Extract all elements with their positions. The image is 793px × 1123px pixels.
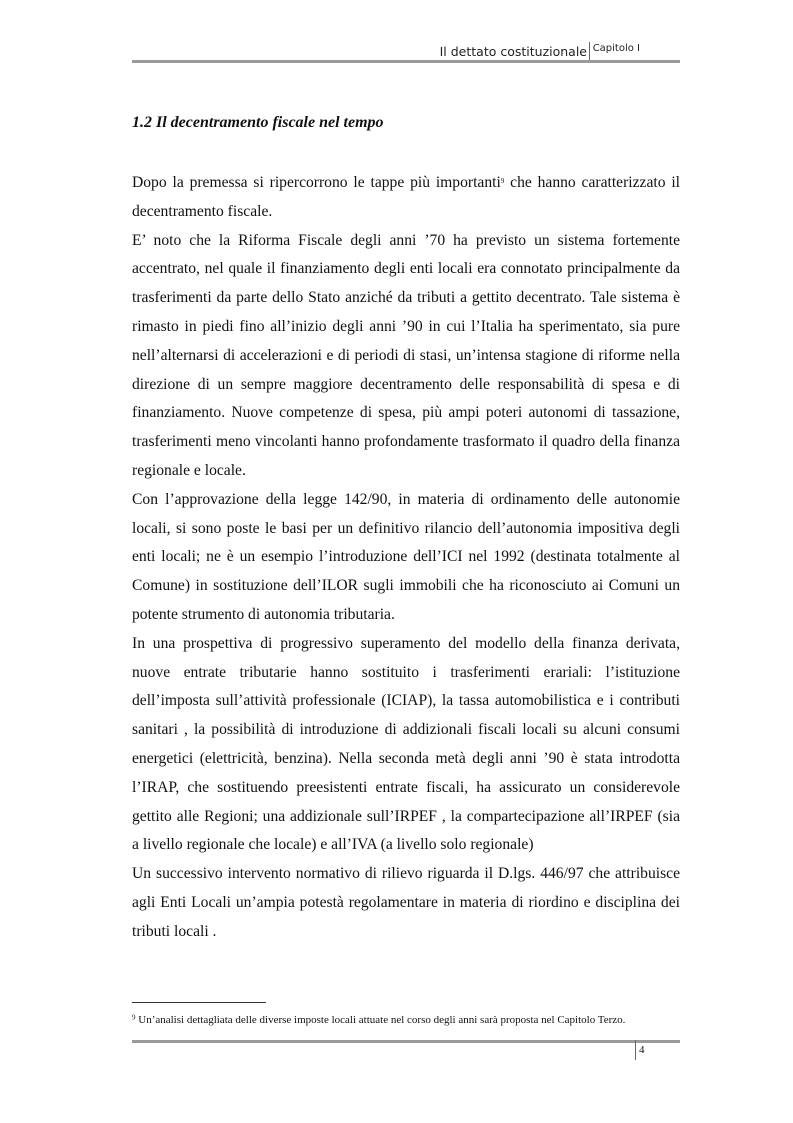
- header-rule: [132, 60, 680, 63]
- footer-rule: [132, 1040, 680, 1043]
- footnote-rule: [132, 1002, 266, 1003]
- paragraph: E’ noto che la Riforma Fiscale degli anni ’70 ha previsto un sistema fortemente accentrato, nel quale il finanziamento degli enti locali era connotato principalmente da trasferimenti da parte dello Stato anziché da tributi a gettito decentrato. Tale sistema è rimasto in piedi fino all’inizio degli anni ’90 in cui l’Italia ha sperimentato, sia pure nell’alternarsi di accelerazioni e di periodi di stasi, un’intensa stagione di riforme nella direzione di un sempre maggiore decentramento delle responsabilità di spesa e di finanziamento. Nuove competenze di spesa, più ampi poteri autonomi di tassazione, trasferimenti meno vincolanti hanno profondamente trasformato il quadro della finanza regionale e locale.: [132, 231, 680, 479]
- paragraph-intro-end: che hanno caratterizzato il decentramento fiscale.: [132, 174, 681, 220]
- footnote-marker: 9: [132, 1013, 136, 1022]
- section-title: 1.2 Il decentramento fiscale nel tempo: [132, 114, 384, 131]
- paragraph: In una prospettiva di progressivo superamento del modello della finanza derivata, nuove entrate tributarie hanno sostituito i trasferimenti erariali: l’istituzione dell’imposta sull’attività professionale (ICIAP), la tassa automobilistica e i contributi sanitari , la possibilità di introduzione di addizionali fiscali locali su alcuni consumi energetici (elettricità, benzina). Nella seconda metà degli anni ’90 è stata introdotta l’IRAP, che sostituendo preesistenti entrate fiscali, ha assicurato un considerevole gettito alle Regioni; una addizionale sull’IRPEF , la compartecipazione all’IRPEF (sia a livello regionale che locale) e all’IVA (a livello solo regionale): [132, 634, 680, 854]
- body-text: [132, 169, 680, 947]
- footnote-text: Un’analisi dettagliata delle diverse imposte locali attuate nel corso degli anni sarà proposta nel Capitolo Terzo.: [135, 1014, 626, 1026]
- header-separator: [589, 42, 590, 60]
- footnote: [132, 1014, 625, 1026]
- page-number: 4: [639, 1044, 645, 1056]
- paragraph-intro: [132, 169, 680, 227]
- footnote-reference[interactable]: 9: [500, 177, 505, 186]
- paragraph-intro-start: Dopo la premessa si ripercorrono le tappe più importanti: [132, 174, 501, 191]
- page-header: [132, 42, 680, 64]
- running-chapter-title: Il dettato costituzionale: [439, 44, 587, 59]
- paragraph: Un successivo intervento normativo di rilievo riguarda il D.lgs. 446/97 che attribuisce agli Enti Locali un’ampia potestà regolamentare in materia di riordino e disciplina dei tributi locali .: [132, 865, 680, 940]
- running-chapter-label: Capitolo I: [592, 43, 640, 54]
- paragraph: Con l’approvazione della legge 142/90, in materia di ordinamento delle autonomie locali, si sono poste le basi per un definitivo rilancio dell’autonomia impositiva degli enti locali; ne è un esempio l’introduzione dell’ICI nel 1992 (destinata totalmente al Comune) in sostituzione dell’ILOR sugli immobili che ha riconosciuto ai Comuni un potente strumento di autonomia tributaria.: [132, 490, 680, 623]
- footer-separator: [635, 1040, 636, 1060]
